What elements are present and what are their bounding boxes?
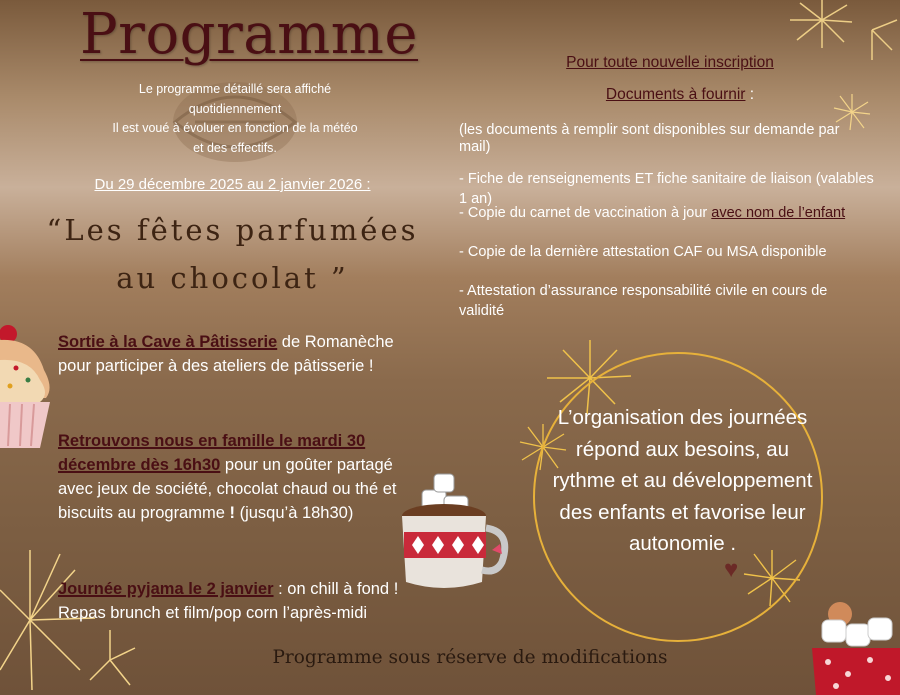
documents-label: Documents à fournir: [605, 86, 746, 103]
document-text: - Copie de la dernière attestation CAF ou MSA disponible: [459, 244, 827, 260]
intro-line-1: Le programme détaillé sera affiché quotidiennement: [138, 82, 332, 116]
hot-chocolate-mug-icon: [396, 472, 514, 594]
document-item: [459, 243, 874, 263]
activity-exclamation: !: [229, 504, 235, 522]
document-text: - Copie du carnet de vaccination à jour: [459, 205, 712, 221]
heart-icon: ♥: [724, 556, 739, 583]
activity-text: pour un goûter partagé avec jeux de société, chocolat chaud ou thé et biscuits au programme: [58, 456, 397, 522]
documents-heading: [580, 86, 780, 104]
activity-highlight: Sortie à la Cave à Pâtisserie: [58, 333, 278, 351]
document-text: - Attestation d’assurance responsabilité civile en cours de validité: [459, 283, 828, 319]
activity-item: [58, 577, 403, 625]
document-highlight: avec nom de l’enfant: [711, 205, 846, 221]
organisation-quote: L’organisation des journées répond aux besoins, au rythme et au développement des enfants et favorise leur autonomie .: [552, 406, 813, 555]
theme-line-1: “Les fêtes parfumées: [46, 213, 419, 247]
document-item: [459, 204, 874, 224]
footer-note: Programme sous réserve de modifications: [272, 647, 668, 668]
activity-text: de Romanèche pour participer à des ateliers de pâtisserie !: [58, 333, 394, 375]
cupcake-icon: [0, 318, 56, 452]
cocoa-cup-icon: [808, 602, 900, 695]
inscription-heading: Pour toute nouvelle inscription: [566, 54, 774, 71]
activity-highlight: Retrouvons nous en famille le mardi 30 décembre dès 16h30: [58, 432, 366, 474]
activity-tail: (jusqu’à 18h30): [235, 504, 354, 522]
theme-title: [40, 206, 425, 302]
intro-text: [110, 80, 360, 158]
date-range: Du 29 décembre 2025 au 2 janvier 2026 :: [94, 176, 371, 193]
intro-line-2: Il est voué à évoluer en fonction de la météo et des effectifs.: [112, 121, 358, 155]
activity-item: [58, 429, 403, 525]
theme-line-2: au chocolat ”: [116, 261, 349, 295]
documents-note: (les documents à remplir sont disponibles sur demande par mail): [459, 122, 840, 155]
documents-colon: :: [745, 86, 755, 103]
activity-item: [58, 330, 403, 378]
document-text: - Fiche de renseignements ET fiche sanitaire de liaison (valables 1 an): [459, 171, 874, 207]
page-title: Programme: [80, 2, 419, 67]
activity-text: : on chill à fond ! Repas brunch et film/pop corn l’après-midi: [58, 580, 399, 622]
activity-highlight: Journée pyjama le 2 janvier: [58, 580, 274, 598]
document-item: [459, 282, 874, 321]
